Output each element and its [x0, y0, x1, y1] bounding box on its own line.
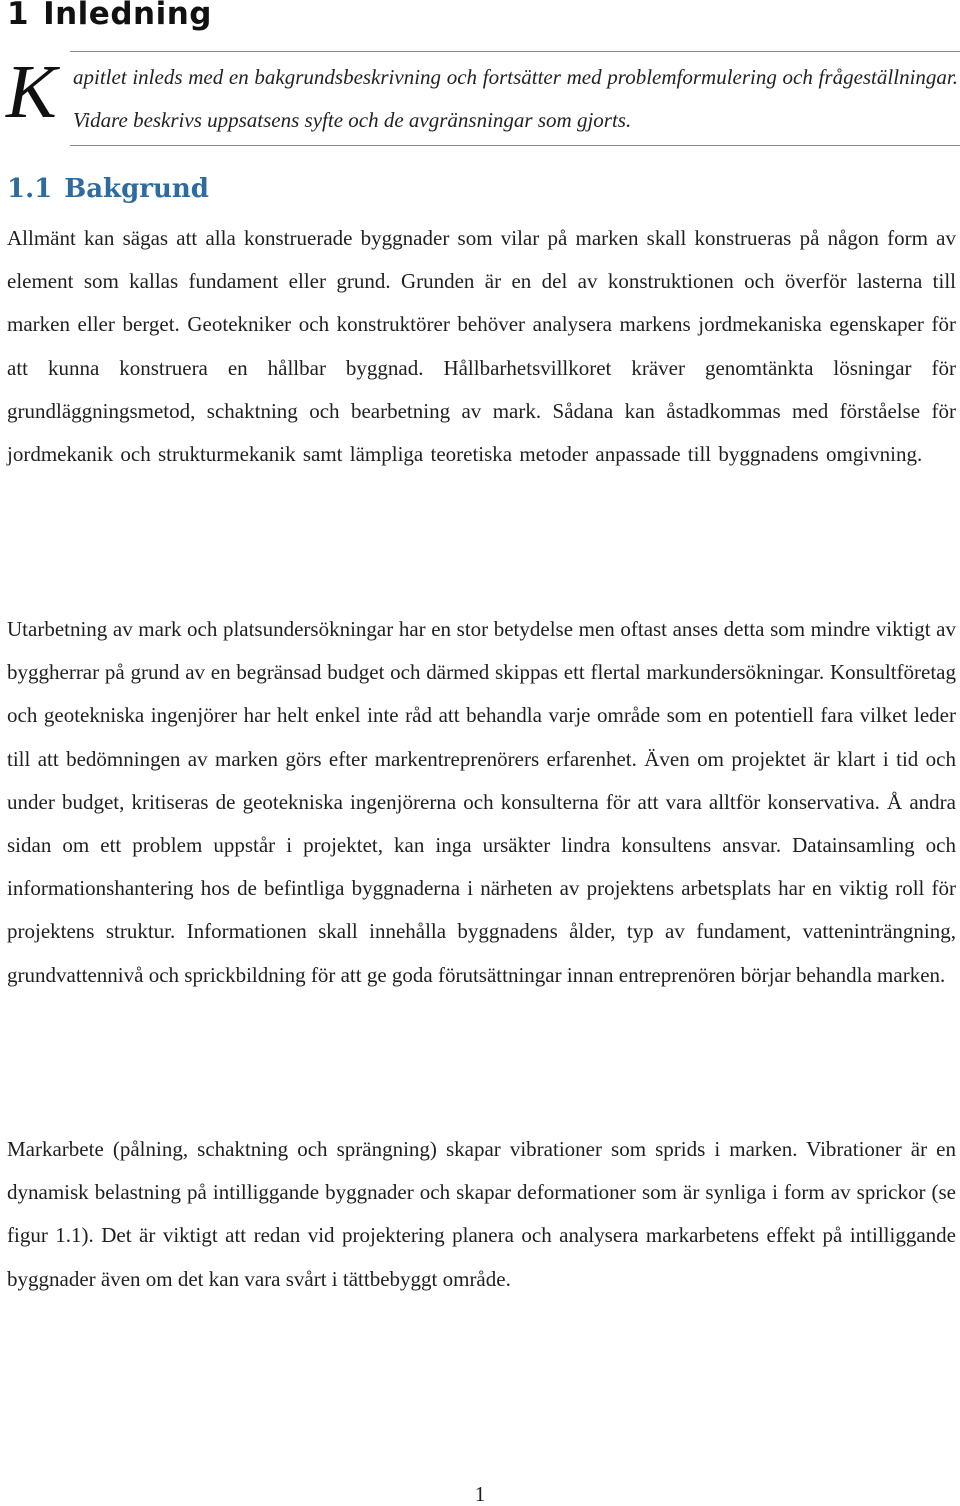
page-number: 1	[474, 1482, 486, 1506]
section-title-text: Bakgrund	[64, 174, 209, 204]
intro-top-rule	[70, 51, 960, 52]
chapter-title-text: Inledning	[43, 0, 212, 32]
paragraph-1: Allmänt kan sägas att alla konstruerade byggnader som vilar på marken skall konstrueras på någon form av element som kallas fundament eller grund. Grunden är en del av konstruktionen och överför lasterna till marken eller berget. Geotekniker och konstruktörer behöver analysera markens jordmekaniska egenskaper för att kunna konstruera en hållbar byggnad. Hållbarhetsvillkoret kräver genomtänkta lösningar för grundläggningsmetod, schaktning och bearbetning av mark. Sådana kan åstadkommas med förståelse för jordmekanik och strukturmekanik samt lämpliga teoretiska metoder anpassade till byggnadens omgivning.	[7, 226, 956, 467]
paragraph-2: Utarbetning av mark och platsundersökningar har en stor betydelse men oftast anses detta som mindre viktigt av byggherrar på grund av en begränsad budget och därmed skippas ett flertal markundersökningar. Konsultföretag och geotekniska ingenjörer har helt enkel inte råd att behandla varje område som en potentiell fara vilket leder till att bedömningen av marken görs efter markentreprenörers erfarenhet. Även om projektet är klart i tid och under budget, kritiseras de geotekniska ingenjörerna och konsulterna för att vara alltför konservativa. Å andra sidan om ett problem uppstår i projektet, kan inga ursäkter lindra konsultens ansvar. Datainsamling och informationshantering hos de befintliga byggnaderna i närheten av projektens arbetsplats har en viktig roll för projektens struktur. Informationen skall innehålla byggnadens ålder, typ av fundament, vatteninträngning, grundvattennivå och sprickbildning för att ge goda förutsättningar innan entreprenören börjar behandla marken.	[7, 617, 956, 987]
section-number: 1.1	[7, 174, 53, 204]
intro-drop-cap: K	[6, 50, 57, 134]
intro-text: apitlet inleds med en bakgrundsbeskrivning och fortsätter med problemformulering och frågeställningar. Vidare beskrivs uppsatsens syfte och de avgränsningar som gjorts.	[73, 65, 958, 132]
paragraph-3: Markarbete (pålning, schaktning och sprängning) skapar vibrationer som sprids i marken. Vibrationer är en dynamisk belastning på intilliggande byggnader och skapar deformationer som är synliga i form av sprickor (se figur 1.1). Det är viktigt att redan vid projektering planera och analysera markarbetens effekt på intilliggande byggnader även om det kan vara svårt i tättbebyggt område.	[7, 1137, 956, 1291]
chapter-number: 1	[7, 0, 30, 32]
section-title	[7, 168, 209, 210]
chapter-title	[7, 0, 212, 34]
intro-bottom-rule	[70, 145, 960, 146]
